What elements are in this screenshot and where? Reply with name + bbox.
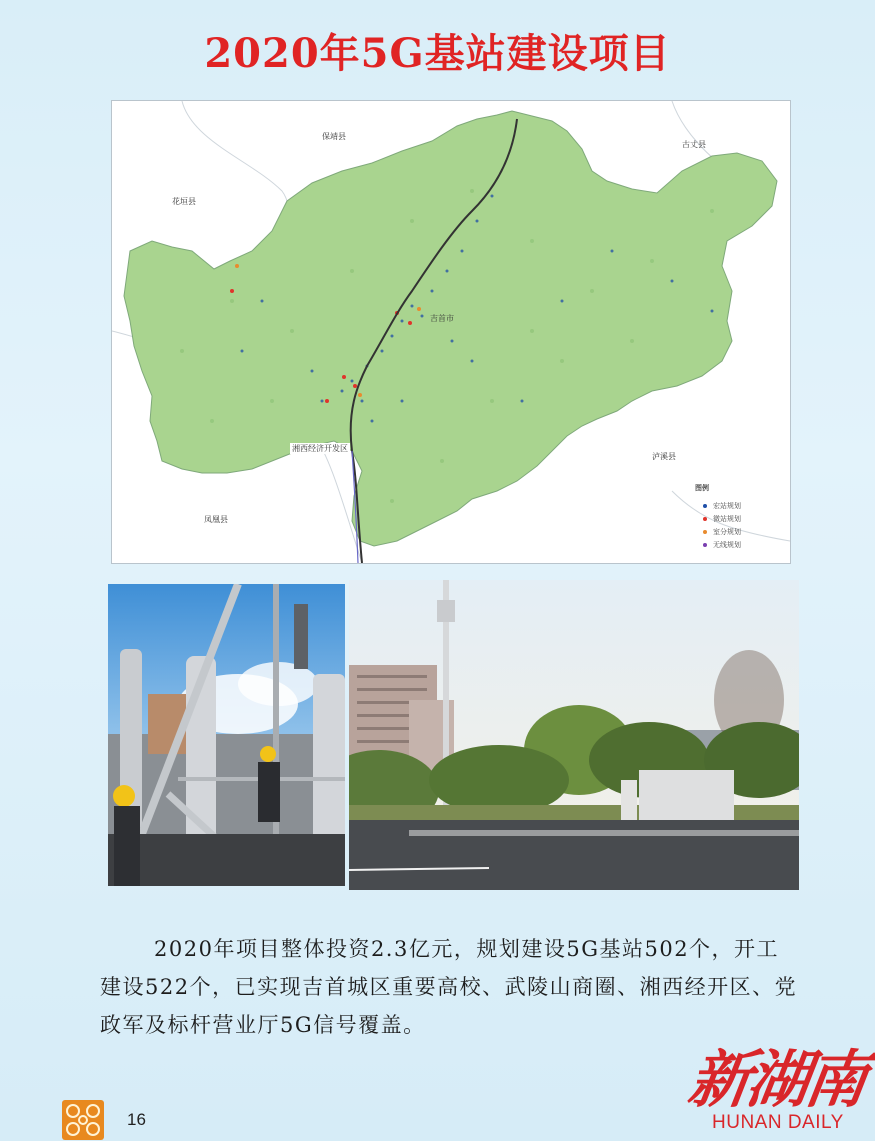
legend-label: 室分规划: [713, 527, 741, 536]
page-number: 16: [127, 1110, 146, 1129]
legend-swatch: [703, 543, 707, 547]
label-xiangxi-zone: 湘西经济开发区: [292, 444, 348, 453]
legend-item: [695, 512, 741, 525]
legend-title: 图例: [695, 484, 709, 492]
legend-item: [695, 525, 741, 538]
watermark-logo-cn: 新湖南: [684, 1043, 869, 1116]
legend-swatch: [703, 517, 707, 521]
label-jishou: 吉首市: [430, 314, 454, 323]
region-shape: [124, 111, 777, 546]
legend-label: 无线规划: [713, 540, 741, 549]
label-guzhang: 古丈县: [682, 140, 706, 149]
body-paragraph: 2020年项目整体投资2.3亿元，规划建设5G基站502个，开工建设522个，已实现吉首城区重要高校、武陵山商圈、湘西经开区、党政军及标杆营业厅5G信号覆盖。: [100, 937, 798, 1037]
label-luxi: 泸溪县: [652, 452, 676, 461]
photo-street-tower: [349, 580, 799, 890]
legend-label: 宏站规划: [713, 501, 741, 510]
map-legend: [695, 483, 741, 551]
page-ornament-icon: [62, 1100, 104, 1140]
page-title: 2020年5G基站建设项目: [204, 30, 671, 77]
legend-label: 微站规划: [713, 514, 741, 523]
legend-swatch: [703, 504, 707, 508]
legend-item: [695, 538, 741, 551]
planning-map: [111, 100, 791, 564]
label-baojing: 保靖县: [322, 132, 346, 141]
watermark-logo-en: HUNAN DAILY: [712, 1112, 844, 1133]
photo-rooftop-antennas: [108, 584, 345, 886]
label-huayuan: 花垣县: [172, 197, 196, 206]
label-fenghuang: 凤凰县: [204, 515, 228, 524]
map-graphic: [112, 101, 790, 563]
legend-swatch: [703, 530, 707, 534]
legend-item: [695, 499, 741, 512]
